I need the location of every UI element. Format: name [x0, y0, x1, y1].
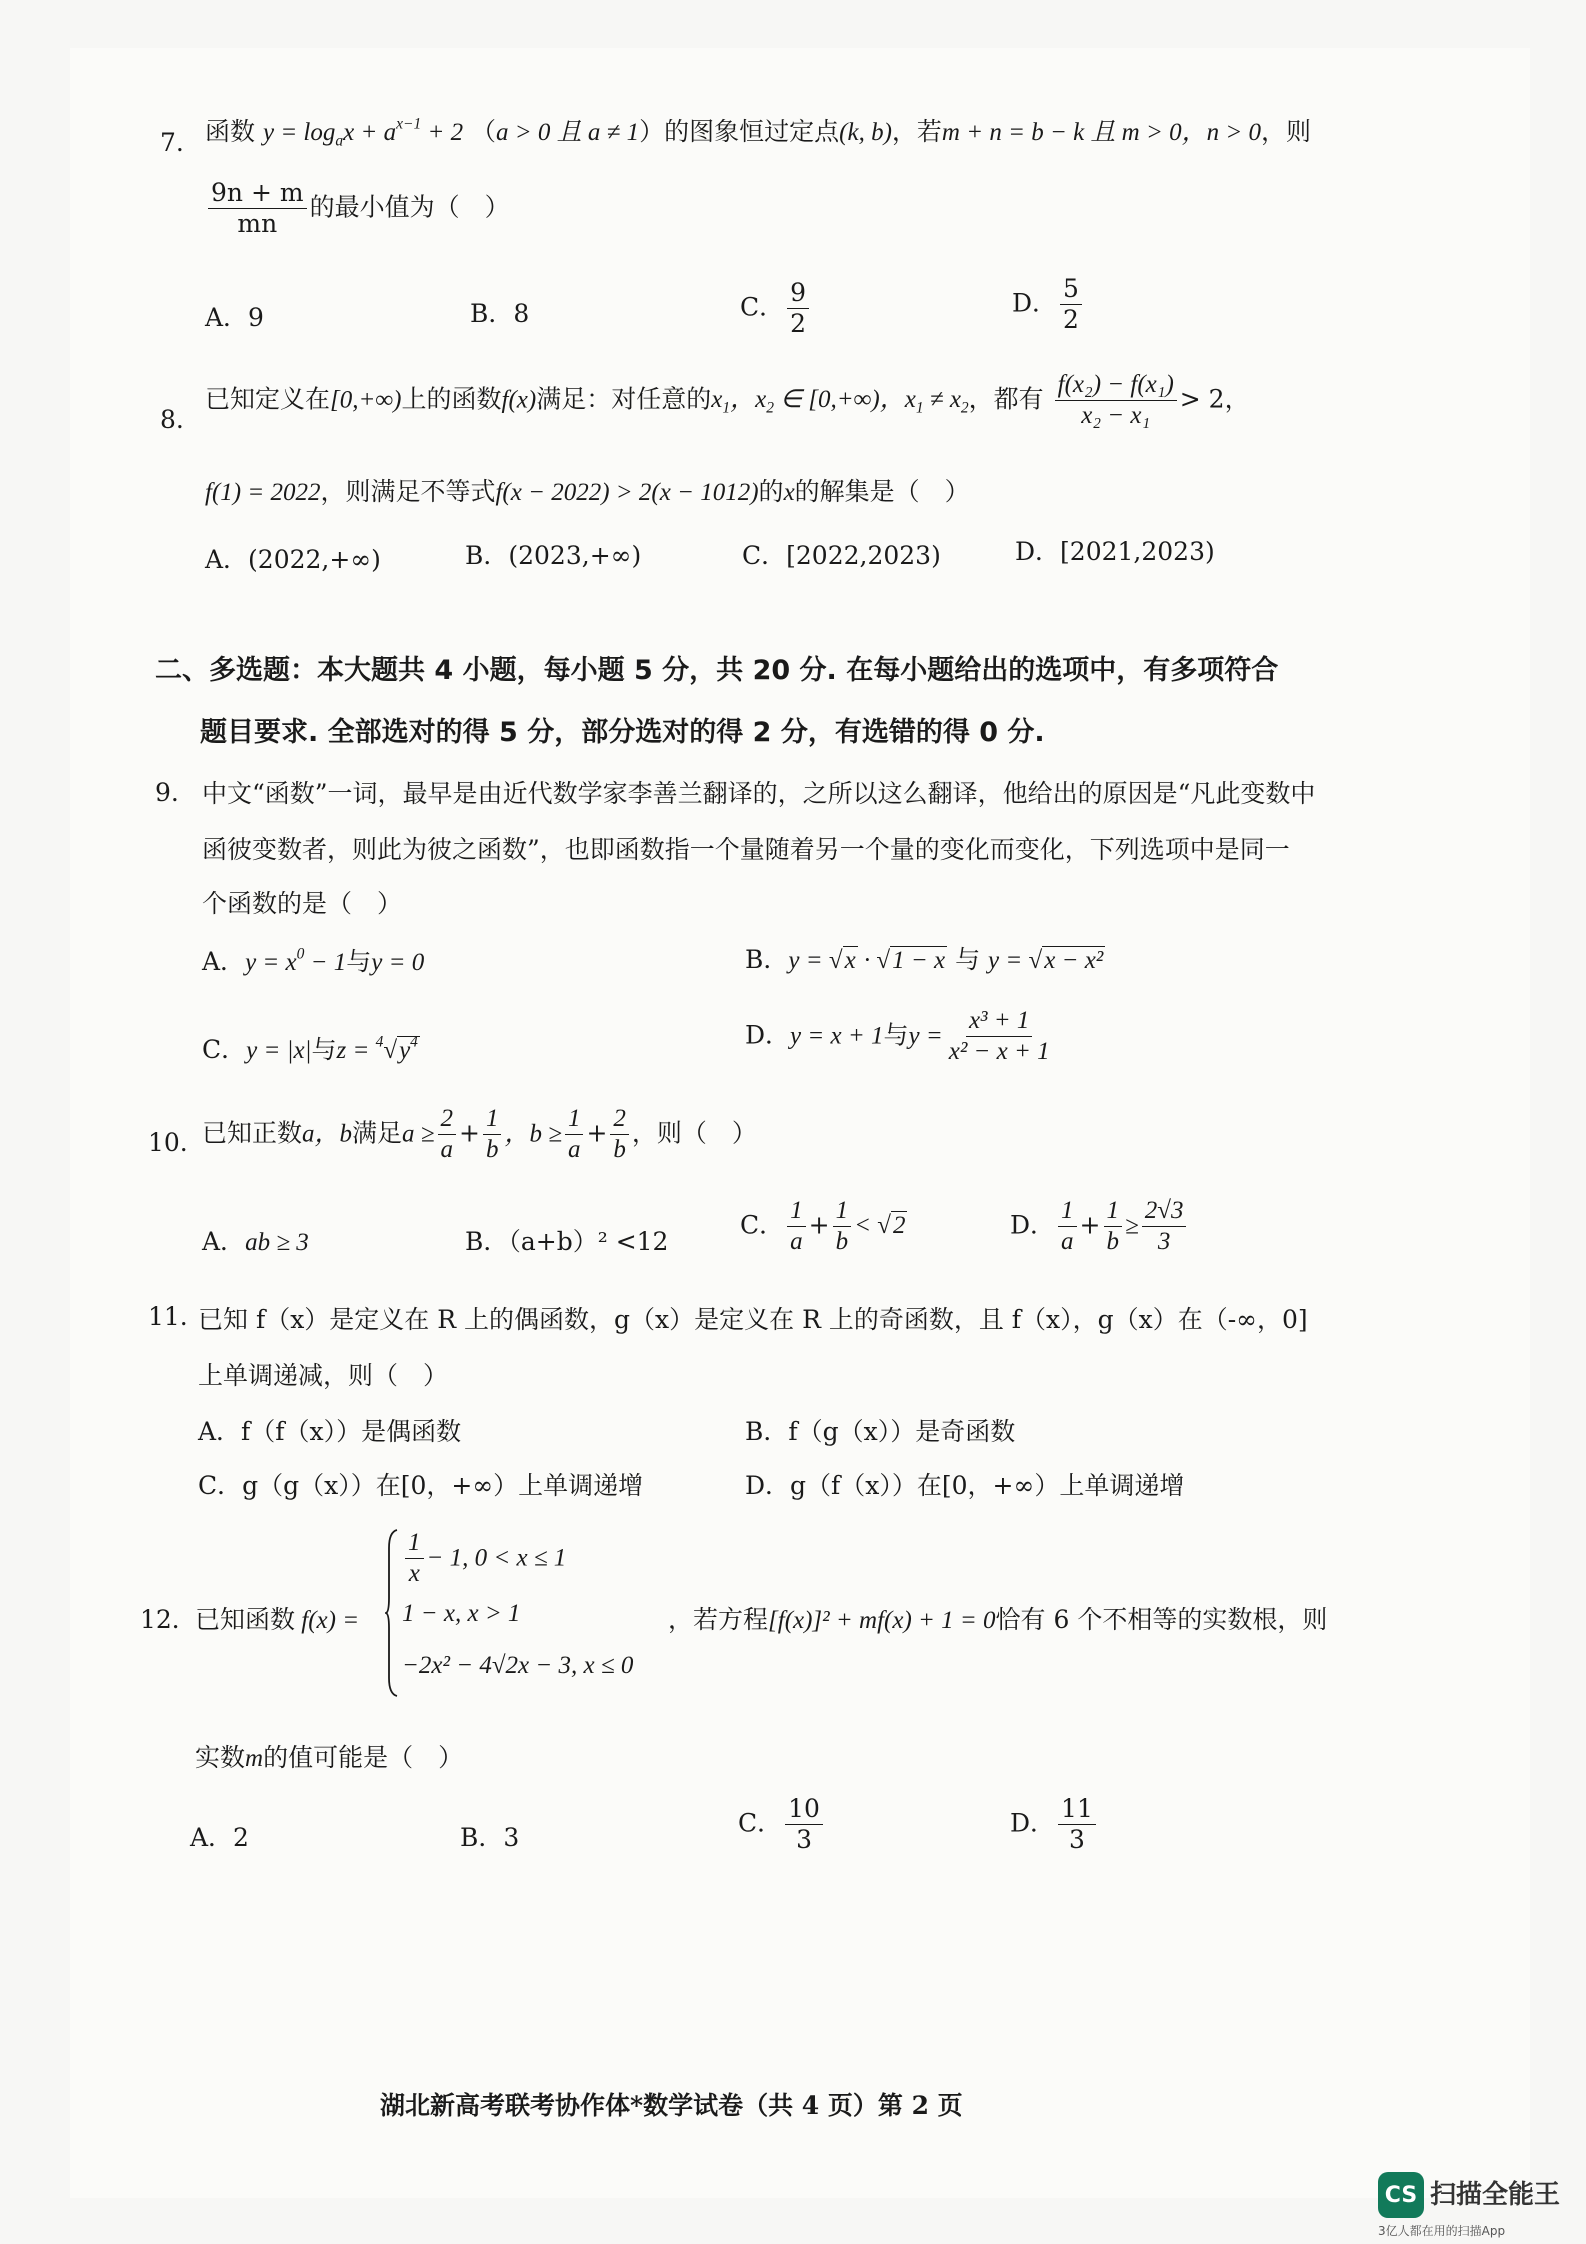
q10-number: 10.: [148, 1128, 188, 1157]
q10-option-a[interactable]: A．ab ≥ 3: [202, 1227, 309, 1256]
q12-case2: 1 − x, x > 1: [402, 1600, 521, 1627]
q9-line3: 个函数的是（ ）: [202, 889, 403, 918]
page-footer: 湖北新高考联考协作体*数学试卷（共 4 页）第 2 页: [380, 2091, 963, 2120]
q9-number: 9.: [155, 778, 179, 807]
q8-stem: 已知定义在[0,+∞)上的函数f(x)满足：对任意的$x_1$，$x_2$ ∈ [0,+∞)，$x_1 \ne x_2$，都有 $\frac{\text{f(x₂) − f(x₁)}}{\text{x₂ − x₁}}$ > 2，: [205, 371, 1250, 430]
q10-option-b[interactable]: B．（a+b）² <12: [465, 1227, 669, 1256]
q8-option-d[interactable]: D．[2021,2023): [1015, 537, 1215, 566]
q11-option-b[interactable]: B．f（g（x））是奇函数: [745, 1417, 1016, 1446]
q7-option-a[interactable]: A．9: [205, 303, 264, 332]
q12-stem: ，若方程[f(x)]² + mf(x) + 1 = 0恰有 6 个不相等的实数根，则: [668, 1605, 1328, 1634]
q11-option-a[interactable]: A．f（f（x））是偶函数: [198, 1417, 462, 1446]
q7-text-d: ，若: [891, 117, 942, 146]
q12-case1: $\frac{1}{x}$ − 1, 0 < x ≤ 1: [402, 1530, 566, 1588]
q8-option-a[interactable]: A．(2022,+∞): [205, 545, 381, 574]
q7-condition-2: m + n = b − k 且 m > 0，n > 0: [941, 119, 1261, 146]
q8-number: 8.: [160, 405, 184, 434]
q7-number: 7.: [160, 128, 184, 157]
q9-option-b[interactable]: B．y = √x · √1 − x 与 y = √x − x²: [745, 945, 1104, 974]
q9-option-c[interactable]: C．y = |x|与$z = ^4√y^4$: [202, 1033, 418, 1064]
q11-line2: 上单调递减，则（ ）: [198, 1361, 449, 1390]
q8-line2: f(1) = 2022，则满足不等式f(x − 2022) > 2(x − 1012)的x的解集是（ ）: [205, 477, 970, 506]
q7-text-a: 函数: [205, 117, 256, 146]
q12-option-d[interactable]: D． $\frac{11}{3}$: [1010, 1796, 1099, 1854]
q7-fraction: $\frac{9n + m}{mn}$: [208, 180, 307, 238]
q12-line2: 实数m的值可能是（ ）: [195, 1743, 464, 1772]
q7-point: (k, b): [839, 119, 892, 146]
q7-text-e: ，则: [1260, 117, 1311, 146]
q12-option-c[interactable]: C． $\frac{10}{3}$: [738, 1796, 826, 1854]
q8-option-b[interactable]: B．(2023,+∞): [465, 541, 642, 570]
camscanner-tagline: 3亿人都在用的扫描App: [1378, 2224, 1506, 2238]
q7-condition: a > 0 且 a ≠ 1: [496, 119, 640, 146]
q10-stem: 已知正数a，b满足a ≥ $\frac{2}{a}$ + $\frac{1}{b}$ ，b ≥ $\frac{1}{a}$ + $\frac{2}{b}$ ，则（ ）: [202, 1105, 757, 1164]
section2-heading-line1: 二、多选题：本大题共 4 小题，每小题 5 分，共 20 分. 在每小题给出的选项中，有多项符合: [155, 655, 1279, 686]
q9-option-d[interactable]: D．y = x + 1与y = $\frac{\text{x³ + 1}}{\text{x² − x + 1}}$: [745, 1007, 1050, 1066]
q11-option-c[interactable]: C．g（g（x））在[0，+∞）上单调递增: [198, 1471, 644, 1500]
q7-text-c: ）的图象恒过定点: [639, 117, 840, 146]
q9-line1: 中文“函数”一词，最早是由近代数学家李善兰翻译的，之所以这么翻译，他给出的原因是“凡此变数中: [202, 779, 1316, 808]
q12-number: 12．: [140, 1605, 197, 1634]
q7-tail: 的最小值为（ ）: [309, 192, 510, 222]
q7-function-expr: $y = \log_ax + a^{x-1} + 2$: [262, 115, 464, 150]
q8-option-c[interactable]: C．[2022,2023): [742, 541, 941, 570]
camscanner-name: 扫描全能王: [1430, 2180, 1561, 2210]
q7-option-d[interactable]: D． $\frac{5}{2}$: [1012, 276, 1085, 334]
q12-option-b[interactable]: B．3: [460, 1823, 520, 1852]
q10-option-c[interactable]: C． $\frac{1}{a}$ + $\frac{1}{b}$ < √2: [740, 1197, 906, 1256]
q11-option-d[interactable]: D．g（f（x））在[0，+∞）上单调递增: [745, 1471, 1185, 1500]
camscanner-logo-icon: CS: [1378, 2172, 1424, 2218]
q12-option-a[interactable]: A．2: [190, 1823, 249, 1852]
q7-line2: [205, 180, 510, 238]
q12-brace: [385, 1528, 399, 1698]
q11-number: 11.: [148, 1302, 188, 1331]
q12-text-a: 已知函数 f(x) =: [195, 1605, 360, 1634]
section2-heading-line2: 题目要求. 全部选对的得 5 分，部分选对的得 2 分，有选错的得 0 分.: [200, 717, 1045, 748]
q7-stem: [205, 112, 1311, 150]
q8-fraction: $\frac{\text{f(x₂) − f(x₁)}}{\text{x₂ − x₁}}$: [1055, 372, 1177, 430]
q9-line2: 函彼变数者，则此为彼之函数”，也即函数指一个量随着另一个量的变化而变化，下列选项中是同一: [202, 835, 1290, 864]
q7-text-b: （: [471, 117, 497, 146]
q7-option-c[interactable]: C． $\frac{9}{2}$: [740, 280, 812, 338]
q10-option-d[interactable]: D． $\frac{1}{a}$ + $\frac{1}{b}$ ≥ $\frac{2√3}{3}$: [1010, 1198, 1189, 1256]
q12-case3: −2x² − 4√2x − 3, x ≤ 0: [402, 1652, 634, 1679]
q11-line1: 已知 f（x）是定义在 R 上的偶函数，g（x）是定义在 R 上的奇函数，且 f（x），g（x）在（-∞，0]: [198, 1305, 1308, 1334]
q7-option-b[interactable]: B．8: [470, 299, 530, 328]
q9-option-a[interactable]: A．$y = x^0 - 1$与y = 0: [202, 945, 425, 976]
